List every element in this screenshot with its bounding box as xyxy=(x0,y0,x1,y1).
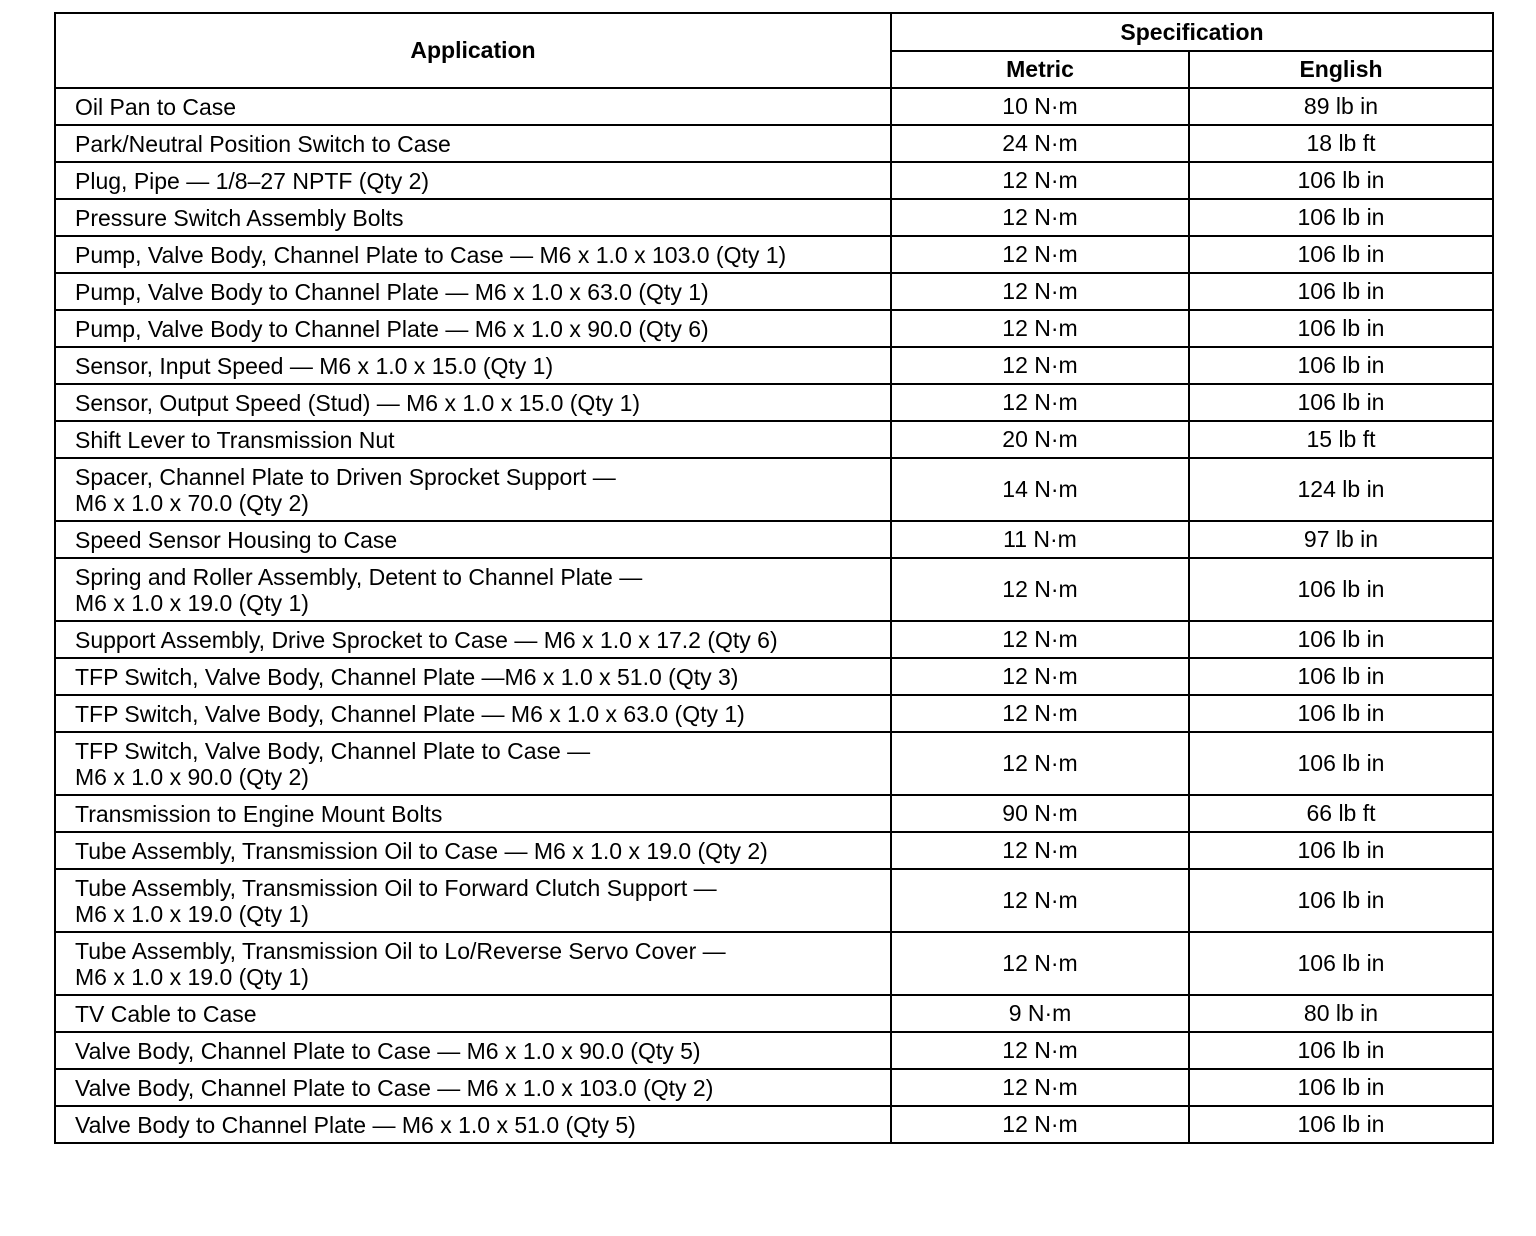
table-row xyxy=(55,869,1493,932)
application-text: Support Assembly, Drive Sprocket to Case — M6 x 1.0 x 17.2 (Qty 6) xyxy=(75,626,778,653)
application-cell xyxy=(55,932,891,995)
application-cell xyxy=(55,832,891,869)
table-row xyxy=(55,932,1493,995)
application-header: Application xyxy=(55,13,891,88)
application-text: Plug, Pipe — 1/8–27 NPTF (Qty 2) xyxy=(75,167,430,194)
metric-cell: 12 N·m xyxy=(891,732,1189,795)
torque-spec-table xyxy=(54,12,1494,1144)
table-row xyxy=(55,125,1493,162)
metric-cell: 12 N·m xyxy=(891,658,1189,695)
metric-cell: 11 N·m xyxy=(891,521,1189,558)
header-row-top xyxy=(55,13,1493,51)
application-text: M6 x 1.0 x 70.0 (Qty 2) xyxy=(75,489,309,516)
table-row xyxy=(55,384,1493,421)
table-row xyxy=(55,88,1493,125)
application-text: Pump, Valve Body, Channel Plate to Case — M6 x 1.0 x 103.0 (Qty 1) xyxy=(75,241,787,268)
application-cell xyxy=(55,521,891,558)
application-cell xyxy=(55,384,891,421)
table-row xyxy=(55,421,1493,458)
application-cell xyxy=(55,695,891,732)
application-cell xyxy=(55,1032,891,1069)
english-cell: 106 lb in xyxy=(1189,869,1493,932)
english-cell: 106 lb in xyxy=(1189,347,1493,384)
metric-cell: 12 N·m xyxy=(891,695,1189,732)
table-row xyxy=(55,795,1493,832)
metric-cell: 12 N·m xyxy=(891,273,1189,310)
application-text: M6 x 1.0 x 19.0 (Qty 1) xyxy=(75,900,309,927)
metric-cell: 12 N·m xyxy=(891,1032,1189,1069)
application-cell xyxy=(55,995,891,1032)
metric-cell: 12 N·m xyxy=(891,1106,1189,1143)
application-text: Transmission to Engine Mount Bolts xyxy=(75,800,443,827)
english-cell: 106 lb in xyxy=(1189,162,1493,199)
metric-cell: 12 N·m xyxy=(891,1069,1189,1106)
metric-cell: 12 N·m xyxy=(891,236,1189,273)
application-cell xyxy=(55,347,891,384)
application-text: Sensor, Input Speed — M6 x 1.0 x 15.0 (Qty 1) xyxy=(75,352,554,379)
table-row xyxy=(55,695,1493,732)
table-row xyxy=(55,832,1493,869)
application-cell xyxy=(55,162,891,199)
english-cell: 97 lb in xyxy=(1189,521,1493,558)
metric-cell: 12 N·m xyxy=(891,162,1189,199)
metric-header: Metric xyxy=(891,51,1189,88)
application-cell xyxy=(55,558,891,621)
application-cell xyxy=(55,273,891,310)
english-cell: 106 lb in xyxy=(1189,199,1493,236)
application-text: TFP Switch, Valve Body, Channel Plate —M6 x 1.0 x 51.0 (Qty 3) xyxy=(75,663,739,690)
metric-cell: 12 N·m xyxy=(891,347,1189,384)
table-row xyxy=(55,458,1493,521)
english-cell: 106 lb in xyxy=(1189,384,1493,421)
application-text: TV Cable to Case xyxy=(75,1000,257,1027)
metric-cell: 90 N·m xyxy=(891,795,1189,832)
application-text: Shift Lever to Transmission Nut xyxy=(75,426,395,453)
english-cell: 106 lb in xyxy=(1189,658,1493,695)
application-cell xyxy=(55,795,891,832)
metric-cell: 12 N·m xyxy=(891,621,1189,658)
application-cell xyxy=(55,458,891,521)
application-cell xyxy=(55,199,891,236)
application-text: Pump, Valve Body to Channel Plate — M6 x 1.0 x 90.0 (Qty 6) xyxy=(75,315,709,342)
application-text: Valve Body to Channel Plate — M6 x 1.0 x 51.0 (Qty 5) xyxy=(75,1111,636,1138)
table-row xyxy=(55,621,1493,658)
metric-cell: 14 N·m xyxy=(891,458,1189,521)
metric-cell: 12 N·m xyxy=(891,310,1189,347)
english-cell: 15 lb ft xyxy=(1189,421,1493,458)
metric-cell: 12 N·m xyxy=(891,199,1189,236)
metric-cell: 12 N·m xyxy=(891,932,1189,995)
application-cell xyxy=(55,236,891,273)
table-row xyxy=(55,273,1493,310)
metric-cell: 12 N·m xyxy=(891,558,1189,621)
table-row xyxy=(55,995,1493,1032)
specification-header: Specification xyxy=(891,13,1493,51)
table-row xyxy=(55,1106,1493,1143)
application-cell xyxy=(55,1106,891,1143)
metric-cell: 10 N·m xyxy=(891,88,1189,125)
application-text: Valve Body, Channel Plate to Case — M6 x 1.0 x 103.0 (Qty 2) xyxy=(75,1074,714,1101)
application-text: Park/Neutral Position Switch to Case xyxy=(75,130,451,157)
english-cell: 66 lb ft xyxy=(1189,795,1493,832)
application-text: Pressure Switch Assembly Bolts xyxy=(75,204,404,231)
english-cell: 106 lb in xyxy=(1189,832,1493,869)
english-cell: 106 lb in xyxy=(1189,1069,1493,1106)
application-text: Oil Pan to Case xyxy=(75,93,237,120)
english-cell: 18 lb ft xyxy=(1189,125,1493,162)
english-cell: 89 lb in xyxy=(1189,88,1493,125)
english-cell: 106 lb in xyxy=(1189,621,1493,658)
table-row xyxy=(55,310,1493,347)
application-text: Tube Assembly, Transmission Oil to Case — M6 x 1.0 x 19.0 (Qty 2) xyxy=(75,837,768,864)
table-row xyxy=(55,732,1493,795)
application-text: Spacer, Channel Plate to Driven Sprocket Support — xyxy=(75,463,616,490)
metric-cell: 9 N·m xyxy=(891,995,1189,1032)
english-cell: 124 lb in xyxy=(1189,458,1493,521)
application-text: Tube Assembly, Transmission Oil to Forward Clutch Support — xyxy=(75,874,717,901)
metric-cell: 20 N·m xyxy=(891,421,1189,458)
table-row xyxy=(55,558,1493,621)
english-cell: 106 lb in xyxy=(1189,273,1493,310)
application-cell xyxy=(55,658,891,695)
application-cell xyxy=(55,88,891,125)
english-cell: 106 lb in xyxy=(1189,1032,1493,1069)
table-row xyxy=(55,1032,1493,1069)
table-row xyxy=(55,658,1493,695)
english-header: English xyxy=(1189,51,1493,88)
table-row xyxy=(55,162,1493,199)
application-text: Valve Body, Channel Plate to Case — M6 x 1.0 x 90.0 (Qty 5) xyxy=(75,1037,701,1064)
table-row xyxy=(55,347,1493,384)
application-text: M6 x 1.0 x 90.0 (Qty 2) xyxy=(75,763,309,790)
metric-cell: 12 N·m xyxy=(891,869,1189,932)
application-cell xyxy=(55,732,891,795)
table-row xyxy=(55,1069,1493,1106)
metric-cell: 24 N·m xyxy=(891,125,1189,162)
english-cell: 106 lb in xyxy=(1189,932,1493,995)
table-row xyxy=(55,521,1493,558)
metric-cell: 12 N·m xyxy=(891,384,1189,421)
application-cell xyxy=(55,869,891,932)
application-text: Sensor, Output Speed (Stud) — M6 x 1.0 x 15.0 (Qty 1) xyxy=(75,389,641,416)
application-text: Spring and Roller Assembly, Detent to Channel Plate — xyxy=(75,563,643,590)
application-cell xyxy=(55,421,891,458)
application-text: Pump, Valve Body to Channel Plate — M6 x 1.0 x 63.0 (Qty 1) xyxy=(75,278,709,305)
english-cell: 106 lb in xyxy=(1189,558,1493,621)
application-cell xyxy=(55,1069,891,1106)
application-text: Speed Sensor Housing to Case xyxy=(75,526,398,553)
application-cell xyxy=(55,621,891,658)
table-body xyxy=(55,88,1493,1143)
english-cell: 106 lb in xyxy=(1189,310,1493,347)
application-cell xyxy=(55,125,891,162)
english-cell: 106 lb in xyxy=(1189,695,1493,732)
application-text: M6 x 1.0 x 19.0 (Qty 1) xyxy=(75,963,309,990)
table-row xyxy=(55,199,1493,236)
application-text: Tube Assembly, Transmission Oil to Lo/Reverse Servo Cover — xyxy=(75,937,726,964)
english-cell: 106 lb in xyxy=(1189,732,1493,795)
application-text: TFP Switch, Valve Body, Channel Plate — M6 x 1.0 x 63.0 (Qty 1) xyxy=(75,700,745,727)
application-cell xyxy=(55,310,891,347)
english-cell: 106 lb in xyxy=(1189,236,1493,273)
application-text: TFP Switch, Valve Body, Channel Plate to Case — xyxy=(75,737,591,764)
english-cell: 106 lb in xyxy=(1189,1106,1493,1143)
table-row xyxy=(55,236,1493,273)
english-cell: 80 lb in xyxy=(1189,995,1493,1032)
application-text: M6 x 1.0 x 19.0 (Qty 1) xyxy=(75,589,309,616)
metric-cell: 12 N·m xyxy=(891,832,1189,869)
